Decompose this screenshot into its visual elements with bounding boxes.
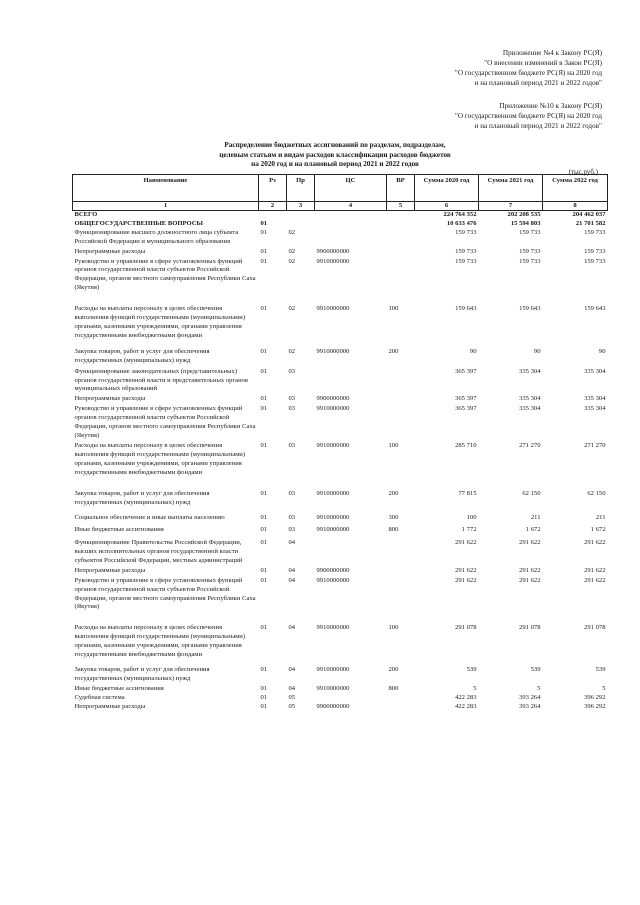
cell-pr bbox=[287, 211, 315, 220]
cell-vr bbox=[387, 368, 415, 396]
appendix-line: и на плановый период 2021 и 2022 годов" bbox=[474, 79, 602, 87]
cell-cs: 9910000000 bbox=[316, 526, 350, 534]
cell-sum-2020: 1 772 bbox=[461, 526, 477, 534]
header-sum-2021: Сумма 2021 год bbox=[479, 175, 543, 202]
cell-rz: 01 bbox=[260, 257, 268, 265]
cell-sum-2022: 159 643 bbox=[584, 305, 606, 313]
cell-rz: 01 bbox=[260, 566, 268, 574]
cell-vr bbox=[387, 211, 415, 220]
units-label: (тыс.руб.) bbox=[568, 168, 598, 176]
table-row bbox=[73, 624, 608, 666]
cell-name: Руководство и управление в сфере установленных функций органов государственной власти субъектов Российской Федерации, органов местного самоуправления Республики Саха (Якутия) bbox=[74, 405, 256, 439]
cell-cs: 9910000000 bbox=[316, 684, 350, 692]
header-cs: ЦС bbox=[315, 175, 387, 202]
cell-pr: 03 bbox=[288, 490, 296, 498]
cell-sum-2021: 159 733 bbox=[519, 247, 541, 255]
cell-sum-2021: 62 150 bbox=[522, 490, 541, 498]
cell-rz: 01 bbox=[260, 624, 268, 632]
cell-vr: 300 bbox=[388, 514, 399, 522]
table-row bbox=[73, 248, 608, 258]
cell-rz: 01 bbox=[260, 526, 268, 534]
column-number: 2 bbox=[259, 202, 287, 211]
header-vr: ВР bbox=[387, 175, 415, 202]
header-sum-2022: Сумма 2022 год bbox=[543, 175, 608, 202]
cell-sum-2021: 15 594 803 bbox=[510, 219, 541, 227]
table-row bbox=[73, 685, 608, 694]
cell-pr: 03 bbox=[288, 395, 296, 403]
column-number: 5 bbox=[387, 202, 415, 211]
cell-sum-2020: 291 622 bbox=[455, 539, 477, 547]
budget-table bbox=[72, 174, 608, 712]
cell-name: Закупка товаров, работ и услуг для обеспечения государственных (муниципальных) нужд bbox=[74, 347, 210, 364]
cell-vr bbox=[387, 229, 415, 248]
table-header-row bbox=[73, 175, 608, 202]
cell-name: Расходы на выплаты персоналу в целях обеспечения выполнения функций государственными (муниципальными) органами, казенными учреждениями, органами управления государственными внебюджетными фондами bbox=[74, 624, 246, 659]
appendix-line: "О государственном бюджете РС(Я) на 2020 год bbox=[454, 112, 602, 120]
cell-sum-2021: 211 bbox=[530, 514, 541, 522]
cell-sum-2020: 100 bbox=[466, 514, 477, 522]
table-row bbox=[73, 405, 608, 442]
cell-cs: 9910000000 bbox=[316, 305, 350, 313]
table-row bbox=[73, 229, 608, 248]
cell-sum-2020: 224 764 352 bbox=[443, 211, 477, 218]
cell-vr bbox=[387, 395, 415, 405]
cell-name: Непрограммные расходы bbox=[74, 395, 146, 403]
cell-name: Расходы на выплаты персоналу в целях обеспечения выполнения функций государственными (муниципальными) органами, казенными учреждениями, органами управления государственными внебюджетными фондами bbox=[74, 305, 246, 339]
table-row bbox=[73, 395, 608, 405]
cell-pr: 03 bbox=[288, 367, 296, 375]
cell-sum-2021: 291 622 bbox=[519, 539, 541, 547]
table-row bbox=[73, 666, 608, 685]
cell-name: Закупка товаров, работ и услуг для обеспечения государственных (муниципальных) нужд bbox=[74, 665, 210, 682]
cell-sum-2021: 291 622 bbox=[519, 566, 541, 574]
cell-cs: 9910000000 bbox=[316, 514, 350, 522]
cell-sum-2020: 90 bbox=[469, 347, 477, 355]
cell-cs: 9900000000 bbox=[316, 702, 350, 710]
table-row bbox=[73, 539, 608, 567]
table-row bbox=[73, 526, 608, 539]
cell-sum-2020: 365 397 bbox=[455, 395, 477, 403]
cell-name: Руководство и управление в сфере установленных функций органов государственной власти субъектов Российской Федерации, органов местного самоуправления Республики Саха (Якутия) bbox=[74, 576, 256, 611]
cell-rz: 01 bbox=[260, 395, 268, 403]
cell-rz: 01 bbox=[260, 367, 268, 375]
cell-sum-2020: 422 283 bbox=[455, 693, 477, 701]
cell-sum-2020: 365 397 bbox=[455, 405, 477, 413]
cell-name: Социальное обеспечение и иные выплаты населению bbox=[74, 514, 225, 522]
cell-sum-2020: 365 397 bbox=[455, 367, 477, 375]
cell-sum-2022: 21 701 582 bbox=[575, 219, 606, 227]
cell-sum-2020: 10 633 476 bbox=[446, 219, 477, 227]
cell-sum-2022: 396 292 bbox=[584, 693, 606, 701]
cell-cs: 9910000000 bbox=[316, 624, 350, 632]
appendix-current-note bbox=[455, 48, 602, 88]
cell-pr: 04 bbox=[288, 624, 296, 632]
appendix-line: и на плановый период 2021 и 2022 годов" bbox=[474, 122, 602, 130]
cell-rz: 01 bbox=[260, 405, 268, 413]
cell-name: Функционирование законодательных (представительных) органов государственной власти и представительных органов муниципальных образований bbox=[74, 367, 249, 393]
cell-pr: 03 bbox=[288, 405, 296, 413]
cell-name: ВСЕГО bbox=[74, 211, 98, 218]
table-row bbox=[73, 490, 608, 514]
cell-sum-2022: 396 292 bbox=[584, 702, 606, 710]
cell-vr bbox=[387, 539, 415, 567]
cell-pr: 04 bbox=[288, 684, 296, 692]
appendix-line: "О внесении изменений в Закон РС(Я) bbox=[484, 59, 602, 67]
table-row bbox=[73, 305, 608, 348]
cell-cs: 9910000000 bbox=[316, 576, 350, 584]
cell-pr: 04 bbox=[288, 539, 296, 547]
cell-cs: 9910000000 bbox=[316, 441, 350, 449]
cell-pr: 03 bbox=[288, 526, 296, 534]
cell-pr: 04 bbox=[288, 566, 296, 574]
cell-sum-2020: 285 710 bbox=[455, 441, 477, 449]
cell-cs bbox=[315, 229, 387, 248]
cell-name: Иные бюджетные ассигнования bbox=[74, 526, 164, 534]
cell-rz: 01 bbox=[260, 247, 268, 255]
document-title bbox=[170, 141, 500, 170]
cell-sum-2021: 159 643 bbox=[519, 305, 541, 313]
cell-pr: 05 bbox=[288, 693, 296, 701]
cell-rz: 01 bbox=[260, 576, 268, 584]
table-row bbox=[73, 368, 608, 396]
cell-sum-2022: 335 304 bbox=[584, 367, 606, 375]
cell-vr bbox=[387, 248, 415, 258]
cell-sum-2022: 291 622 bbox=[584, 539, 606, 547]
cell-sum-2021: 202 208 535 bbox=[507, 211, 541, 218]
header-sum-2020: Сумма 2020 год bbox=[415, 175, 479, 202]
table-row bbox=[73, 442, 608, 491]
cell-pr: 03 bbox=[288, 514, 296, 522]
appendix-line: Приложение №4 к Закону РС(Я) bbox=[502, 49, 602, 57]
cell-pr: 04 bbox=[288, 665, 296, 673]
cell-sum-2022: 159 733 bbox=[584, 228, 606, 236]
cell-rz: 01 bbox=[260, 684, 268, 692]
cell-cs bbox=[315, 694, 387, 703]
cell-cs: 9900000000 bbox=[316, 247, 350, 255]
cell-name: Функционирование высшего должностного лица субъекта Российской Федерации и муниципального образования bbox=[74, 228, 239, 245]
cell-sum-2021: 393 264 bbox=[519, 702, 541, 710]
cell-name: Расходы на выплаты персоналу в целях обеспечения выполнения функций государственными (муниципальными) органами, казенными учреждениями, органами управления государственными внебюджетными фондами bbox=[74, 441, 246, 476]
column-number: 8 bbox=[543, 202, 608, 211]
cell-cs: 9910000000 bbox=[316, 257, 350, 265]
cell-pr bbox=[287, 220, 315, 229]
table-row bbox=[73, 703, 608, 712]
cell-sum-2020: 539 bbox=[466, 665, 477, 673]
header-name: Наименование bbox=[73, 175, 259, 202]
cell-sum-2022: 1 672 bbox=[590, 526, 606, 534]
cell-sum-2021: 539 bbox=[530, 665, 541, 673]
cell-sum-2022: 62 150 bbox=[587, 490, 606, 498]
cell-vr: 100 bbox=[388, 441, 399, 449]
cell-rz: 01 bbox=[260, 441, 268, 449]
cell-vr: 200 bbox=[388, 347, 399, 355]
column-number: 1 bbox=[73, 202, 259, 211]
cell-vr bbox=[387, 577, 415, 625]
cell-sum-2022: 291 622 bbox=[584, 576, 606, 584]
cell-sum-2022: 335 304 bbox=[584, 395, 606, 403]
cell-pr: 04 bbox=[288, 576, 296, 584]
cell-pr: 02 bbox=[288, 257, 296, 265]
cell-sum-2022: 159 733 bbox=[584, 257, 606, 265]
cell-name: Руководство и управление в сфере установленных функций органов государственной власти субъектов Российской Федерации, органов местного самоуправления Республики Саха (Якутия) bbox=[74, 257, 256, 292]
cell-sum-2022: 291 078 bbox=[584, 624, 606, 632]
cell-sum-2021: 335 304 bbox=[519, 405, 541, 413]
cell-sum-2020: 291 622 bbox=[455, 576, 477, 584]
cell-vr bbox=[387, 694, 415, 703]
cell-cs: 9910000000 bbox=[316, 347, 350, 355]
cell-sum-2021: 335 304 bbox=[519, 395, 541, 403]
cell-rz: 01 bbox=[260, 347, 268, 355]
appendix-line: "О государственном бюджете РС(Я) на 2020 год bbox=[454, 69, 602, 77]
cell-name: Непрограммные расходы bbox=[74, 566, 146, 574]
cell-vr: 100 bbox=[388, 305, 399, 313]
cell-sum-2021: 271 270 bbox=[519, 441, 541, 449]
cell-sum-2021: 5 bbox=[537, 684, 541, 692]
cell-sum-2022: 159 733 bbox=[584, 247, 606, 255]
table-row bbox=[73, 220, 608, 229]
cell-sum-2022: 204 462 037 bbox=[572, 211, 606, 218]
cell-sum-2022: 271 270 bbox=[584, 441, 606, 449]
cell-pr: 05 bbox=[288, 702, 296, 710]
cell-sum-2021: 393 264 bbox=[519, 693, 541, 701]
cell-rz: 01 bbox=[260, 702, 268, 710]
cell-vr: 800 bbox=[388, 684, 399, 692]
cell-sum-2021: 90 bbox=[533, 347, 541, 355]
cell-cs bbox=[315, 539, 387, 567]
cell-sum-2022: 335 304 bbox=[584, 405, 606, 413]
cell-vr: 800 bbox=[388, 526, 399, 534]
title-line: на 2020 год и на плановый период 2021 и 2022 годов bbox=[251, 160, 419, 169]
cell-cs: 9910000000 bbox=[316, 490, 350, 498]
cell-vr bbox=[387, 220, 415, 229]
cell-vr: 200 bbox=[388, 665, 399, 673]
cell-cs: 9910000000 bbox=[316, 665, 350, 673]
cell-sum-2020: 159 733 bbox=[455, 228, 477, 236]
cell-name: Иные бюджетные ассигнования bbox=[74, 684, 164, 692]
column-number: 7 bbox=[479, 202, 543, 211]
cell-name: Непрограммные расходы bbox=[74, 702, 146, 710]
cell-sum-2020: 159 643 bbox=[455, 305, 477, 313]
cell-name: Непрограммные расходы bbox=[74, 247, 146, 255]
cell-rz bbox=[259, 211, 287, 220]
cell-pr: 02 bbox=[288, 228, 296, 236]
cell-name: Судебная система bbox=[74, 693, 125, 701]
cell-cs bbox=[315, 368, 387, 396]
cell-rz: 01 bbox=[260, 539, 268, 547]
cell-pr: 03 bbox=[288, 441, 296, 449]
appendix-line: Приложение №10 к Закону РС(Я) bbox=[499, 102, 602, 110]
table-row bbox=[73, 577, 608, 625]
table-row bbox=[73, 567, 608, 577]
cell-rz: 01 bbox=[260, 693, 268, 701]
cell-vr: 200 bbox=[388, 490, 399, 498]
cell-cs: 9900000000 bbox=[316, 566, 350, 574]
cell-sum-2021: 291 078 bbox=[519, 624, 541, 632]
cell-sum-2021: 335 304 bbox=[519, 367, 541, 375]
cell-vr bbox=[387, 258, 415, 306]
cell-rz: 01 bbox=[260, 219, 268, 227]
cell-sum-2021: 291 622 bbox=[519, 576, 541, 584]
column-number: 4 bbox=[315, 202, 387, 211]
cell-pr: 02 bbox=[288, 347, 296, 355]
cell-rz: 01 bbox=[260, 228, 268, 236]
column-number: 3 bbox=[287, 202, 315, 211]
cell-sum-2020: 77 815 bbox=[458, 490, 477, 498]
cell-name: Закупка товаров, работ и услуг для обеспечения государственных (муниципальных) нужд bbox=[74, 490, 210, 507]
cell-sum-2022: 211 bbox=[595, 514, 606, 522]
cell-pr: 02 bbox=[288, 247, 296, 255]
cell-cs bbox=[315, 220, 387, 229]
cell-rz: 01 bbox=[260, 514, 268, 522]
cell-vr bbox=[387, 405, 415, 442]
cell-cs: 9910000000 bbox=[316, 405, 350, 413]
cell-sum-2021: 1 672 bbox=[525, 526, 541, 534]
cell-cs bbox=[315, 211, 387, 220]
cell-vr: 100 bbox=[388, 624, 399, 632]
table-row bbox=[73, 514, 608, 526]
cell-sum-2020: 159 733 bbox=[455, 247, 477, 255]
header-pr: Пр bbox=[287, 175, 315, 202]
cell-name: Функционирование Правительства Российской Федерации, высших исполнительных органов государственной власти субъектов Российской Федерации, местных администраций bbox=[74, 539, 243, 564]
cell-sum-2020: 291 622 bbox=[455, 566, 477, 574]
cell-sum-2020: 5 bbox=[473, 684, 477, 692]
cell-pr: 02 bbox=[288, 305, 296, 313]
cell-sum-2022: 5 bbox=[602, 684, 606, 692]
cell-rz: 01 bbox=[260, 490, 268, 498]
cell-sum-2022: 539 bbox=[595, 665, 606, 673]
cell-rz: 01 bbox=[260, 665, 268, 673]
appendix-original-note bbox=[455, 101, 602, 131]
cell-name: ОБЩЕГОСУДАРСТВЕННЫЕ ВОПРОСЫ bbox=[74, 219, 203, 227]
cell-sum-2022: 291 622 bbox=[584, 566, 606, 574]
cell-sum-2022: 90 bbox=[598, 347, 606, 355]
column-number-row bbox=[73, 202, 608, 211]
cell-sum-2021: 159 733 bbox=[519, 257, 541, 265]
cell-sum-2021: 159 733 bbox=[519, 228, 541, 236]
title-line: целевым статьям и видам расходов классификации расходов бюджетов bbox=[219, 150, 451, 159]
table-row bbox=[73, 348, 608, 368]
cell-cs: 9900000000 bbox=[316, 395, 350, 403]
table-row bbox=[73, 694, 608, 703]
cell-rz: 01 bbox=[260, 305, 268, 313]
cell-sum-2020: 422 283 bbox=[455, 702, 477, 710]
table-row bbox=[73, 258, 608, 306]
table-row bbox=[73, 211, 608, 220]
cell-vr bbox=[387, 567, 415, 577]
cell-sum-2020: 291 078 bbox=[455, 624, 477, 632]
header-rz: Рз bbox=[259, 175, 287, 202]
column-number: 6 bbox=[415, 202, 479, 211]
cell-vr bbox=[387, 703, 415, 712]
title-line: Распределение бюджетных ассигнований по разделам, подразделам, bbox=[224, 141, 446, 149]
cell-sum-2020: 159 733 bbox=[455, 257, 477, 265]
